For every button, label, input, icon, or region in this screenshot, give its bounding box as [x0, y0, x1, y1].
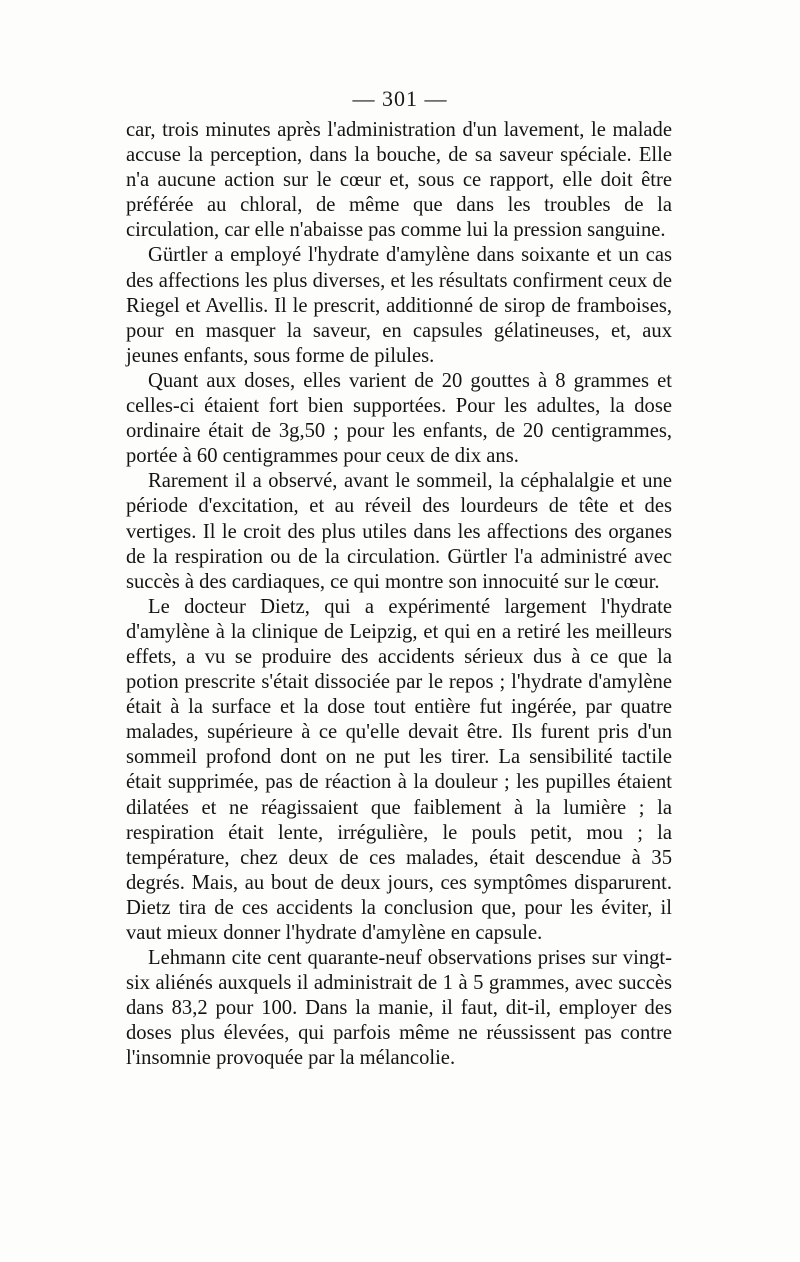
paragraph-6: Lehmann cite cent quarante-neuf observations prises sur vingt-six aliénés auxquels il administrait de 1 à 5 grammes, avec succès dans 83,2 pour 100. Dans la manie, il faut, dit-il, employer des doses plus élevées, qui parfois même ne réussissent pas contre l'insomnie provoquée par la mélancolie. — [126, 947, 672, 1070]
body-text — [126, 118, 672, 1072]
page-number: — 301 — — [352, 86, 448, 111]
paragraph-1: car, trois minutes après l'administration d'un lavement, le malade accuse la perception, dans la bouche, de sa saveur spéciale. Elle n'a aucune action sur le cœur et, sous ce rapport, elle doit être préférée au chloral, de même que dans les troubles de la circulation, car elle n'abaisse pas comme lui la pression sanguine. — [126, 119, 672, 242]
paragraph-2: Gürtler a employé l'hydrate d'amylène dans soixante et un cas des affections les plus diverses, et les résultats confirment ceux de Riegel et Avellis. Il le prescrit, additionné de sirop de framboises, pour en masquer la saveur, en capsules gélatineuses, et, aux jeunes enfants, sous forme de pilules. — [126, 244, 672, 367]
paragraph-4: Rarement il a observé, avant le sommeil, la céphalalgie et une période d'excitation, et au réveil des lourdeurs de tête et des vertiges. Il le croit des plus utiles dans les affections des organes de la respiration ou de la circulation. Gürtler l'a administré avec succès à des cardiaques, ce qui montre son innocuité sur le cœur. — [126, 470, 672, 593]
paragraph-3: Quant aux doses, elles varient de 20 gouttes à 8 grammes et celles-ci étaient fort bien supportées. Pour les adultes, la dose ordinaire était de 3g,50 ; pour les enfants, de 20 centigrammes, portée à 60 centigrammes pour ceux de dix ans. — [126, 369, 672, 468]
paragraph-5: Le docteur Dietz, qui a expérimenté largement l'hydrate d'amylène à la clinique de Leipzig, et qui en a retiré les meilleurs effets, a vu se produire des accidents sérieux dus à ce que la potion prescrite s'était dissociée par le repos ; l'hydrate d'amylène était à la surface et la dose tout entière fut ingérée, par quatre malades, supérieure à ce qu'elle devait être. Ils furent pris d'un sommeil profond dont on ne put les tirer. La sensibilité tactile était supprimée, pas de réaction à la douleur ; les pupilles étaient dilatées et ne réagissaient que faiblement à la lumière ; la respiration était lente, irrégulière, le pouls petit, mou ; la température, chez deux de ces malades, était descendue à 35 degrés. Mais, au bout de deux jours, ces symptômes disparurent. Dietz tira de ces accidents la conclusion que, pour les éviter, il vaut mieux donner l'hydrate d'amylène en capsule. — [126, 595, 672, 944]
